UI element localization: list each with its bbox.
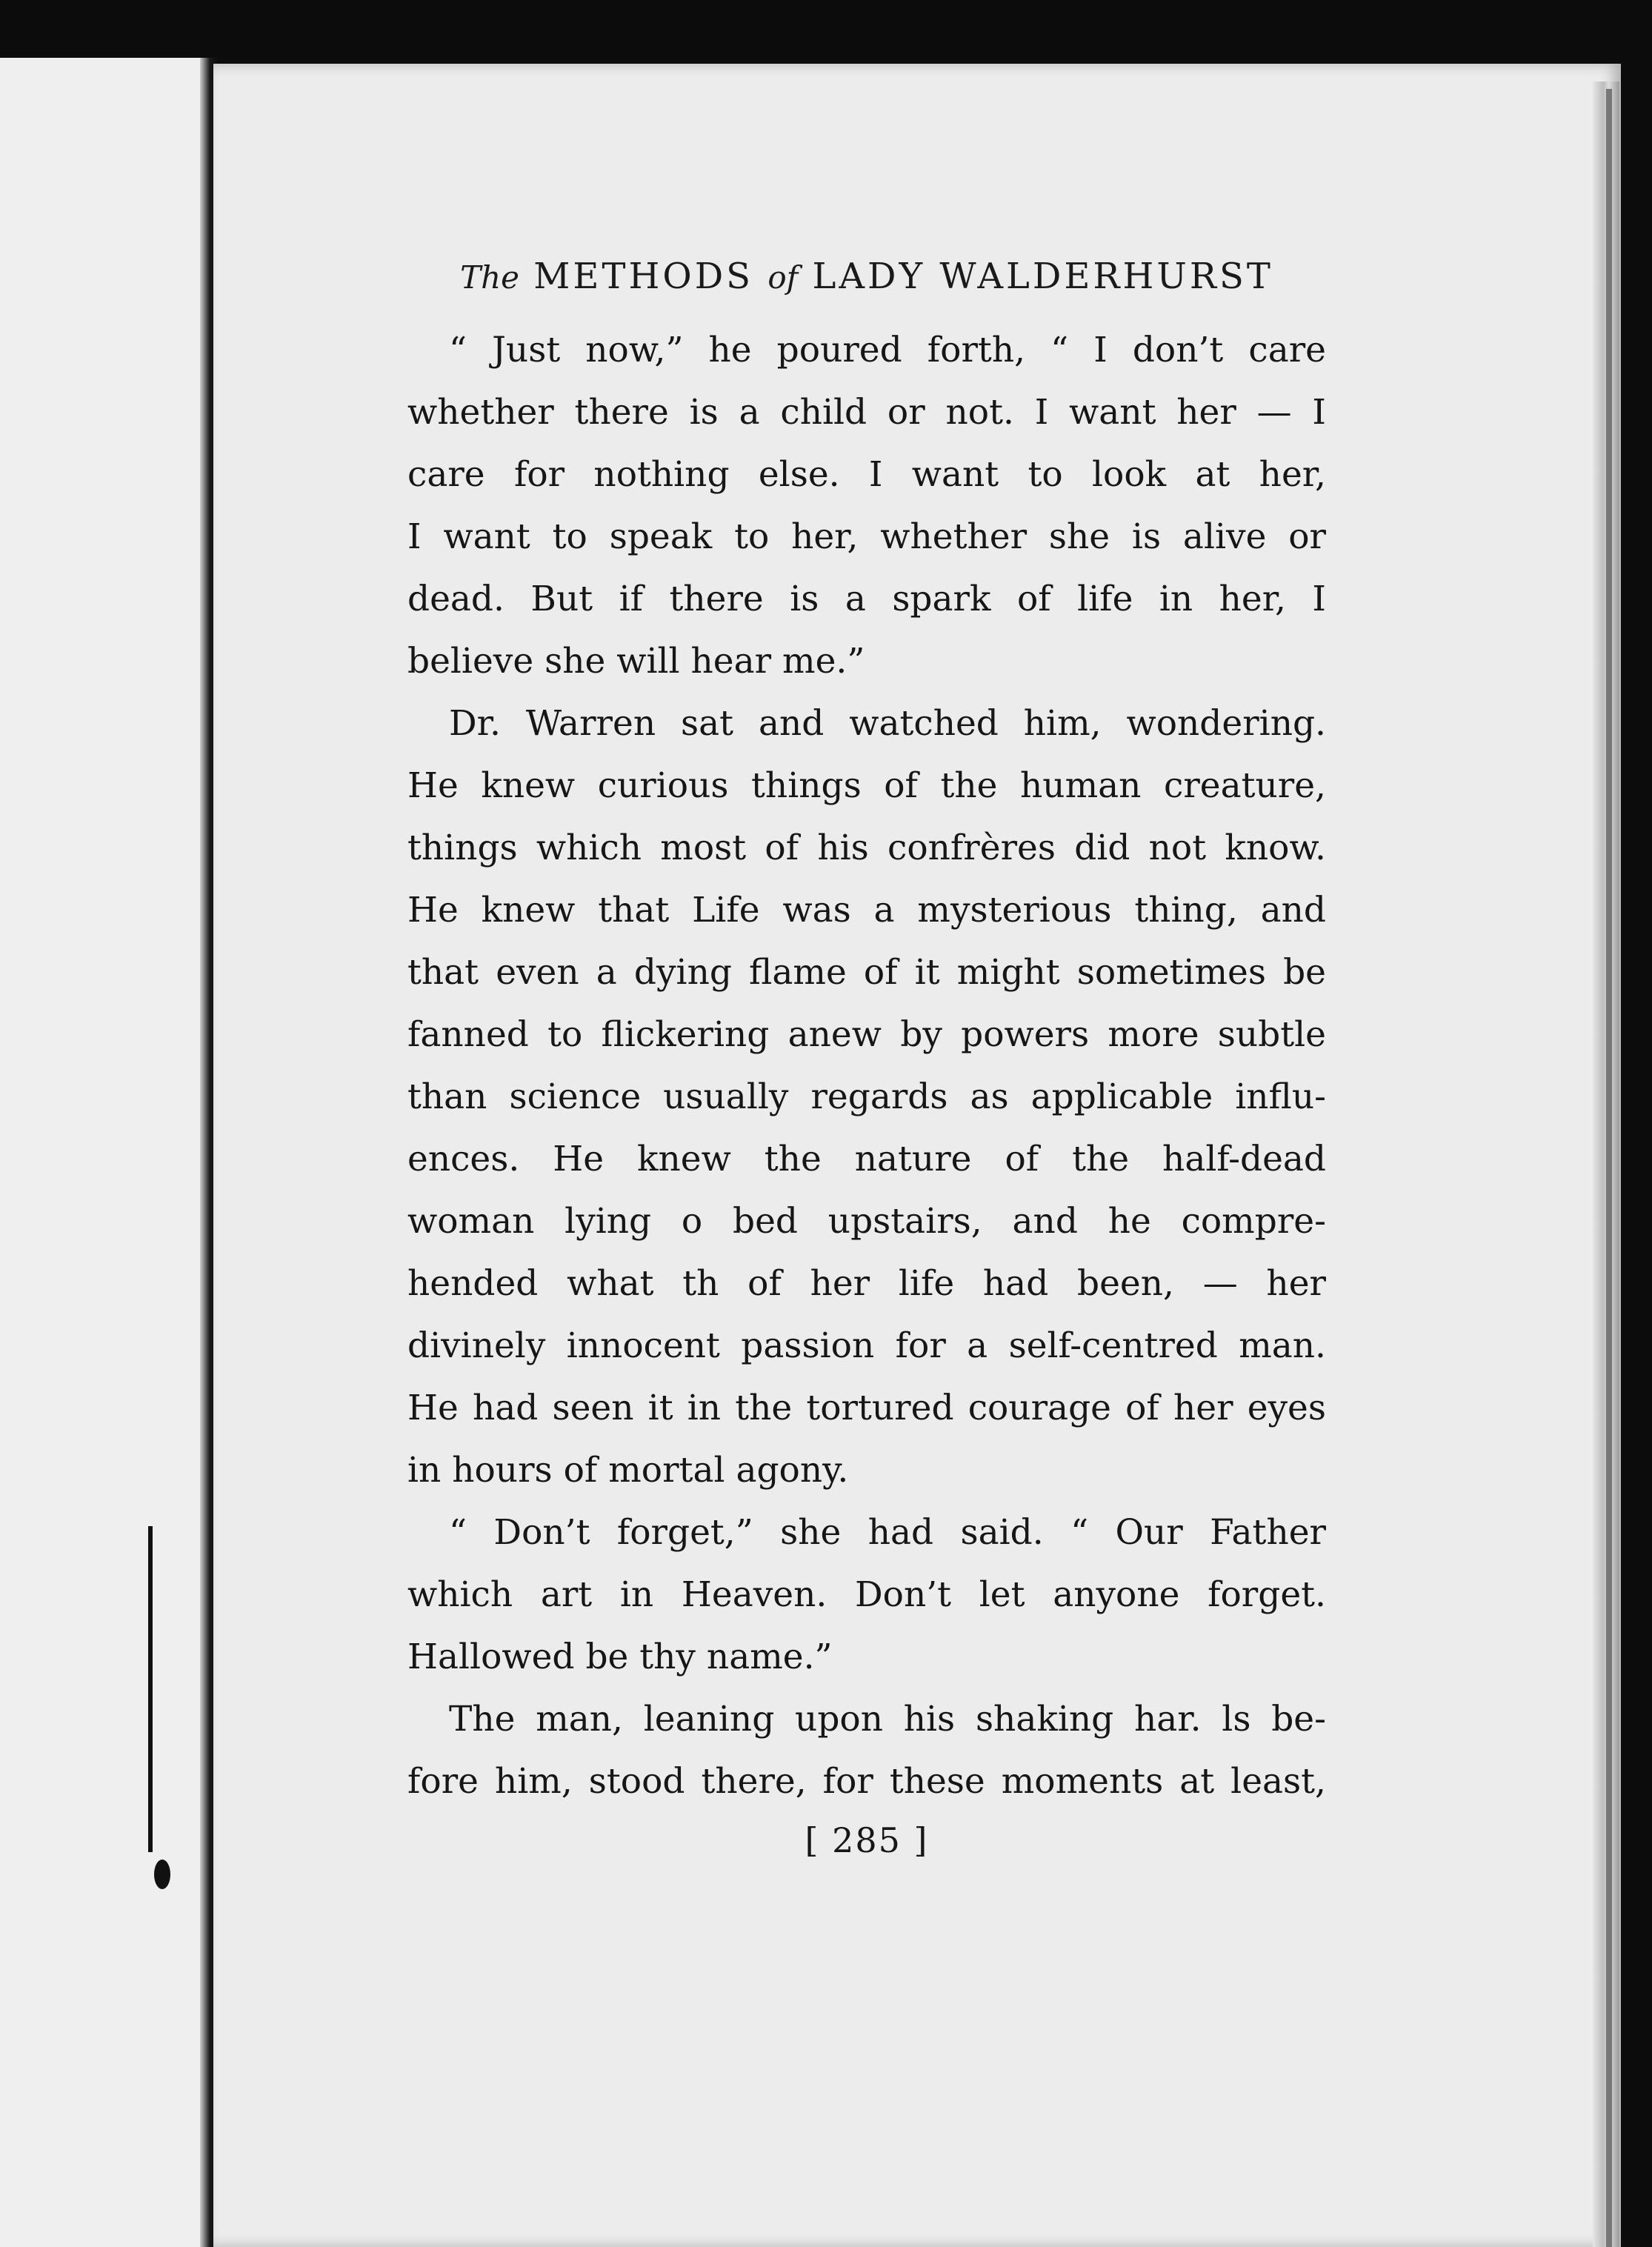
text-line: “ Just now,” he poured forth, “ I don’t care (449, 330, 1326, 370)
text-line: woman lying o bed upstairs, and he compre- (407, 1201, 1326, 1242)
paragraph (407, 319, 1326, 693)
running-head-part2: LADY WALDERHURST (812, 256, 1273, 297)
text-block (407, 256, 1326, 1860)
paragraph (407, 693, 1326, 1502)
gutter-line (148, 1526, 153, 1852)
text-line: The man, leaning upon his shaking har. ls be- (449, 1699, 1326, 1740)
text-line: He had seen it in the tortured courage of her eyes (407, 1388, 1326, 1428)
text-line: believe she will hear me.” (407, 641, 865, 682)
text-line: whether there is a child or not. I want her — I (407, 392, 1326, 433)
text-line: than science usually regards as applicable influ- (407, 1076, 1326, 1117)
text-line: Hallowed be thy name.” (407, 1637, 833, 1677)
text-line: “ Don’t forget,” she had said. “ Our Father (449, 1512, 1326, 1553)
text-line: which art in Heaven. Don’t let anyone forget. (407, 1574, 1326, 1615)
facing-page-strip (0, 58, 206, 2247)
gutter-blot (154, 1860, 170, 1889)
text-line: that even a dying flame of it might sometimes be (407, 952, 1326, 993)
text-line: Dr. Warren sat and watched him, wondering. (449, 703, 1326, 744)
text-line: He knew that Life was a mysterious thing, and (407, 890, 1326, 931)
running-head-mid: of (767, 259, 799, 296)
text-line: divinely innocent passion for a self-centred man. (407, 1325, 1326, 1366)
page-number: [ 285 ] (805, 1820, 929, 1860)
text-line: fanned to flickering anew by powers more subtle (407, 1014, 1326, 1055)
text-line: fore him, stood there, for these moments at least, (407, 1761, 1326, 1802)
paragraph (407, 1688, 1326, 1813)
running-head (407, 256, 1326, 297)
running-head-part1: METHODS (533, 256, 754, 297)
text-line: He knew curious things of the human creature, (407, 765, 1326, 806)
page-stack-edge-line (1606, 89, 1612, 2247)
text-line: ences. He knew the nature of the half-dead (407, 1139, 1326, 1179)
text-line: I want to speak to her, whether she is alive or (407, 516, 1326, 557)
running-head-prefix: The (460, 259, 520, 296)
text-line: care for nothing else. I want to look at her, (407, 454, 1326, 495)
paragraph (407, 1502, 1326, 1688)
text-line: things which most of his confrères did not know. (407, 828, 1326, 868)
text-line: hended what th of her life had been, — her (407, 1263, 1326, 1304)
text-line: dead. But if there is a spark of life in her, I (407, 579, 1326, 619)
text-line: in hours of mortal agony. (407, 1450, 849, 1491)
